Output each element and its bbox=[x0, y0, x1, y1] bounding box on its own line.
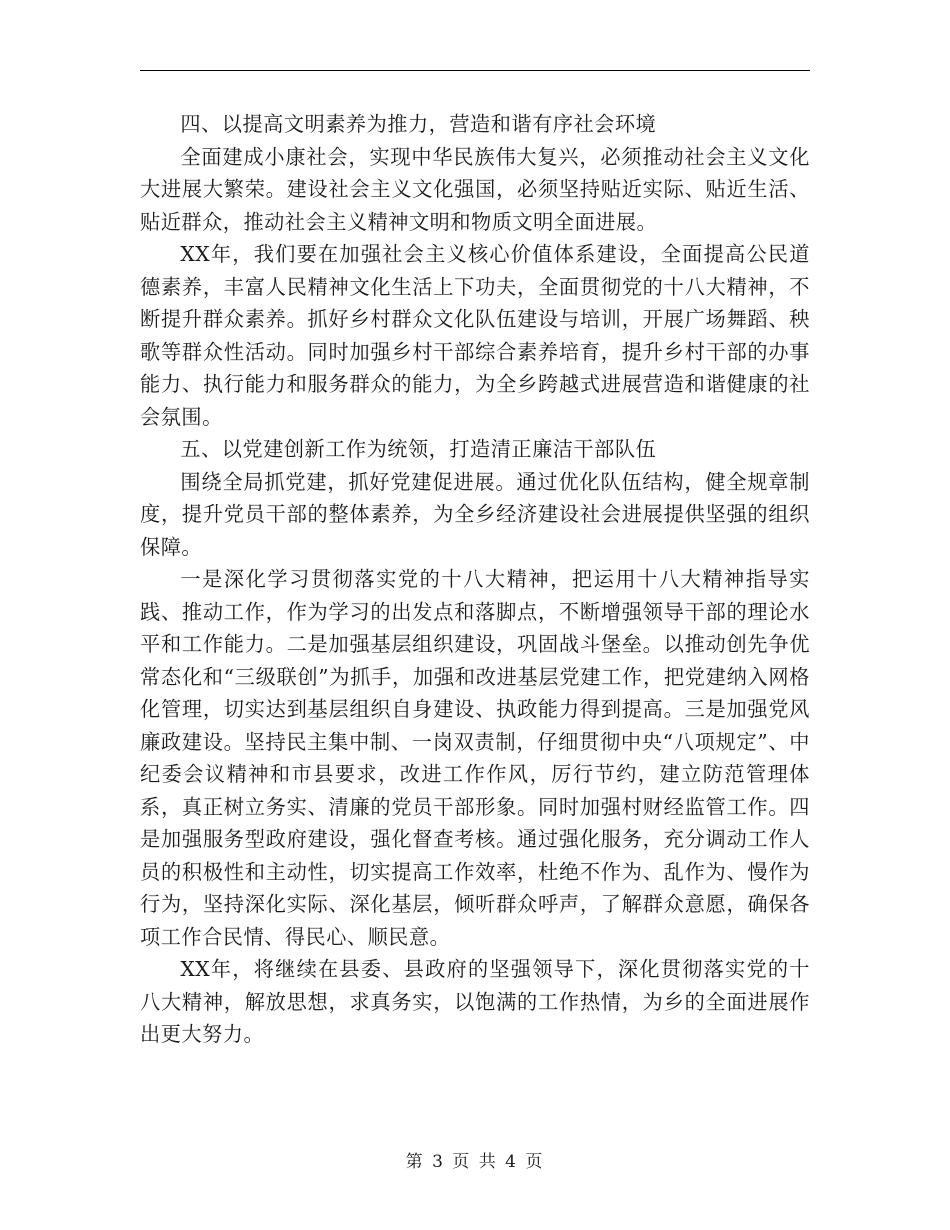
document-body bbox=[140, 108, 810, 1051]
section-heading-4: 四、以提高文明素养为推力，营造和谐有序社会环境 bbox=[180, 112, 657, 136]
page-number-footer: 第 3 页 共 4 页 bbox=[405, 1152, 545, 1172]
paragraph: 一是深化学习贯彻落实党的十八大精神，把运用十八大精神指导实践、推动工作，作为学习的出发点和落脚点，不断增强领导干部的理论水平和工作能力。二是加强基层组织建设，巩固战斗堡垒。以推动创先争优常态化和“三级联创”为抓手，加强和改进基层党建工作，把党建纳入网格化管理，切实达到基层组织自身建设、执政能力得到提高。三是加强党风廉政建设。坚持民主集中制、一岗双责制，仔细贯彻中央“八项规定”、中纪委会议精神和市县要求，改进工作作风，厉行节约，建立防范管理体系，真正树立务实、清廉的党员干部形象。同时加强村财经监管工作。四是加强服务型政府建设，强化督查考核。通过强化服务，充分调动工作人员的积极性和主动性，切实提高工作效率，杜绝不作为、乱作为、慢作为行为，坚持深化实际、深化基层，倾听群众呼声，了解群众意愿，确保各项工作合民情、得民心、顺民意。 bbox=[140, 567, 810, 949]
section-heading-5: 五、以党建创新工作为统领，打造清正廉洁干部队伍 bbox=[180, 437, 657, 461]
paragraph: 全面建成小康社会，实现中华民族伟大复兴，必须推动社会主义文化大进展大繁荣。建设社会主义文化强国，必须坚持贴近实际、贴近生活、贴近群众，推动社会主义精神文明和物质文明全面进展。 bbox=[140, 144, 810, 234]
header-rule bbox=[140, 70, 810, 71]
paragraph: XX年，将继续在县委、县政府的坚强领导下，深化贯彻落实党的十八大精神，解放思想，求真务实，以饱满的工作热情，为乡的全面进展作出更大努力。 bbox=[140, 957, 810, 1046]
paragraph: XX年，我们要在加强社会主义核心价值体系建设，全面提高公民道德素养，丰富人民精神文化生活上下功夫，全面贯彻党的十八大精神，不断提升群众素养。抓好乡村群众文化队伍建设与培训，开展广场舞蹈、秧歌等群众性活动。同时加强乡村干部综合素养培育，提升乡村干部的办事能力、执行能力和服务群众的能力，为全乡跨越式进展营造和谐健康的社会氛围。 bbox=[140, 242, 810, 429]
paragraph: 围绕全局抓党建，抓好党建促进展。通过优化队伍结构，健全规章制度，提升党员干部的整体素养，为全乡经济建设社会进展提供坚强的组织保障。 bbox=[140, 469, 810, 559]
